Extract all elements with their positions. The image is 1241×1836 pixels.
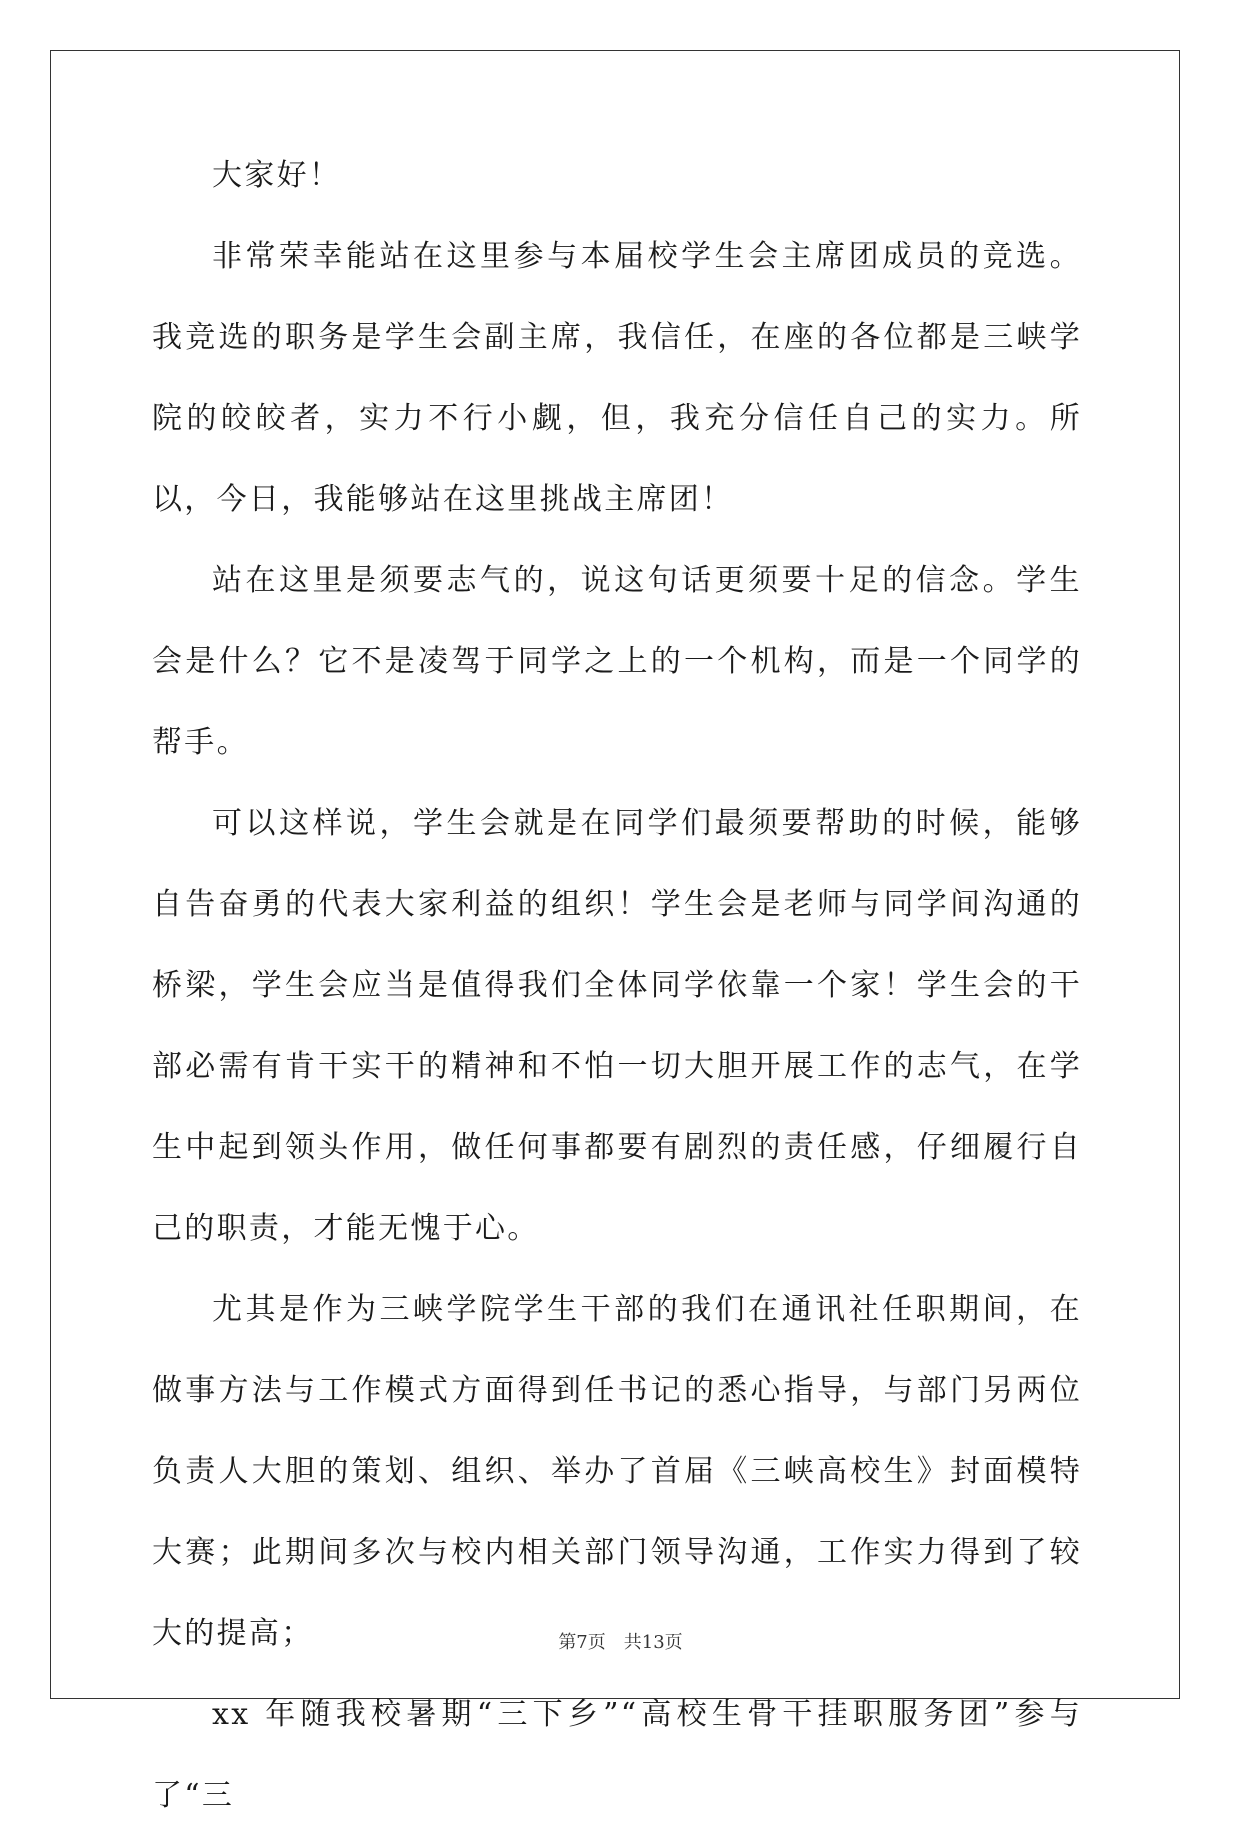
- page-number: 第7页: [558, 1632, 606, 1653]
- paragraph: 尤其是作为三峡学院学生干部的我们在通讯社任职期间，在做事方法与工作模式方面得到任书记的悉心指导，与部门另两位负责人大胆的策划、组织、举办了首届《三峡高校生》封面模特大赛；此期间多次与校内相关部门领导沟通，工作实力得到了较大的提高；: [152, 1292, 1082, 1651]
- paragraph: xx 年随我校暑期“三下乡”“高校生骨干挂职服务团”参与了“三: [152, 1697, 1082, 1813]
- paragraph: 可以这样说，学生会就是在同学们最须要帮助的时候，能够自告奋勇的代表大家利益的组织！学生会是老师与同学间沟通的桥梁，学生会应当是值得我们全体同学依靠一个家！学生会的干部必需有肯干实干的精神和不怕一切大胆开展工作的志气，在学生中起到领头作用，做任何事都要有剧烈的责任感，仔细履行自己的职责，才能无愧于心。: [152, 806, 1082, 1246]
- paragraph: 非常荣幸能站在这里参与本届校学生会主席团成员的竞选。我竞选的职务是学生会副主席，我信任，在座的各位都是三峡学院的皎皎者，实力不行小觑，但，我充分信任自己的实力。所以，今日，我能够站在这里挑战主席团！: [152, 239, 1082, 517]
- page-total: 共13页: [623, 1632, 683, 1653]
- paragraph: 大家好！: [212, 158, 342, 193]
- paragraph: 站在这里是须要志气的，说这句话更须要十足的信念。学生会是什么？它不是凌驾于同学之上的一个机构，而是一个同学的帮手。: [152, 563, 1082, 760]
- page-footer: [0, 1628, 1241, 1654]
- document-body: [152, 158, 1082, 1836]
